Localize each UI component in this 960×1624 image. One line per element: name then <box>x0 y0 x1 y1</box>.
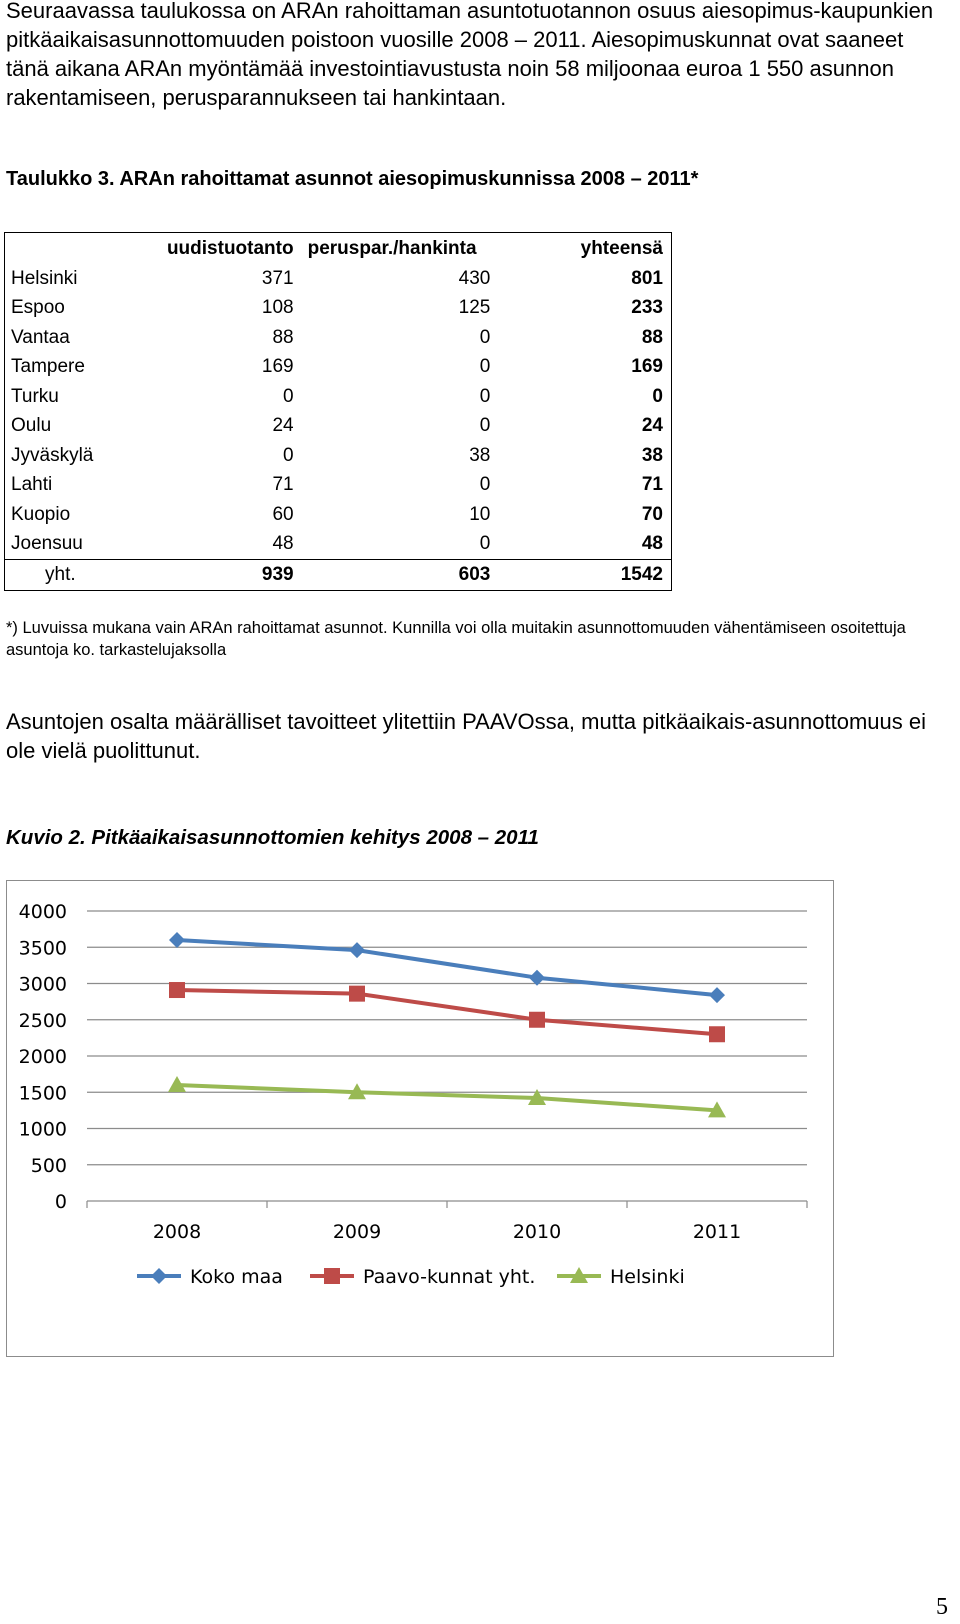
cell-new-production: 0 <box>283 385 294 407</box>
cell-renovation: 0 <box>479 326 491 348</box>
table-body <box>5 264 672 590</box>
cell-city: Espoo <box>11 297 65 319</box>
table-row <box>5 264 672 294</box>
table-header-row <box>5 233 672 265</box>
cell-renovation: 38 <box>469 444 491 466</box>
cell-total: 71 <box>641 474 663 496</box>
cell-renovation: 10 <box>469 503 491 525</box>
y-tick-label: 3000 <box>18 973 67 996</box>
cell-city: Jyväskylä <box>11 444 94 466</box>
series-line-3 <box>177 1085 717 1110</box>
cell-new-production: 24 <box>272 415 294 437</box>
cell-city: Oulu <box>11 415 52 437</box>
cell-renovation: 0 <box>479 474 491 496</box>
cell-total: 1542 <box>490 560 671 591</box>
cell-new-production: 88 <box>272 326 294 348</box>
page-number: 5 <box>936 1594 948 1620</box>
series-line-1 <box>177 940 717 995</box>
cell-new-production: 0 <box>283 444 294 466</box>
y-tick-label: 4000 <box>18 901 67 923</box>
cell-total: 801 <box>631 267 663 289</box>
summary-paragraph: Asuntojen osalta määrälliset tavoitteet ylitettiin PAAVOssa, mutta pitkäaikais-asunnottomuus ei ole vielä puolittunut. <box>6 709 926 763</box>
cell-city: Tampere <box>11 356 85 378</box>
y-tick-label: 2000 <box>18 1046 67 1068</box>
cell-renovation: 0 <box>479 385 491 407</box>
cell-total: 24 <box>641 415 663 437</box>
housing-table <box>4 232 672 591</box>
table-row <box>5 382 672 412</box>
header-total: yhteensä <box>580 237 663 259</box>
cell-city: yht. <box>5 560 145 591</box>
legend-label: Koko maa <box>190 1266 283 1288</box>
cell-city: Turku <box>11 385 59 407</box>
header-new-production: uudistuotanto <box>166 237 294 259</box>
table-row <box>5 294 672 324</box>
cell-new-production: 939 <box>145 560 294 591</box>
table-row <box>5 500 672 530</box>
table-footnote: *) Luvuissa mukana vain ARAn rahoittamat asunnot. Kunnilla voi olla muitakin asunnottomuuden vähentämiseen osoitettuja asuntoja ko. tarkastelujaksolla <box>6 619 906 659</box>
chart-caption: Kuvio 2. Pitkäaikaisasunnottomien kehitys 2008 – 2011 <box>6 826 539 849</box>
intro-paragraph: Seuraavassa taulukossa on ARAn rahoittaman asuntotuotannon osuus aiesopimus-kaupunkien pitkäaikaisasunnottomuuden poistoon vuosille 2008 – 2011. Aiesopimuskunnat ovat saaneet tänä aikana ARAn myöntämää investointiavustusta noin 58 miljoonaa euroa 1 550 asunnon rakentamiseen, perusparannukseen tai hankintaan. <box>6 0 934 110</box>
y-tick-label: 3500 <box>18 937 67 960</box>
cell-new-production: 48 <box>272 533 294 555</box>
table-caption: Taulukko 3. ARAn rahoittamat asunnot aiesopimuskunnissa 2008 – 2011* <box>6 168 699 190</box>
data-point <box>709 987 725 1003</box>
cell-renovation: 430 <box>458 267 491 289</box>
header-renovation: peruspar./hankinta <box>307 237 477 259</box>
cell-total: 0 <box>652 385 663 407</box>
cell-total: 169 <box>631 356 663 378</box>
cell-new-production: 60 <box>272 503 294 525</box>
y-tick-label: 0 <box>54 1191 67 1213</box>
cell-new-production: 169 <box>261 356 294 378</box>
legend-label: Paavo-kunnat yht. <box>363 1266 536 1288</box>
y-tick-label: 500 <box>30 1154 67 1177</box>
table-row <box>5 412 672 442</box>
table-row <box>5 471 672 501</box>
cell-city: Lahti <box>11 474 53 496</box>
cell-total: 88 <box>641 326 663 348</box>
y-tick-label: 2500 <box>18 1009 67 1032</box>
y-tick-label: 1000 <box>18 1118 67 1141</box>
chart-svg <box>7 881 835 1358</box>
legend-marker <box>151 1268 167 1284</box>
cell-new-production: 371 <box>261 267 294 289</box>
table-total-row <box>5 560 672 591</box>
series-line-2 <box>177 990 717 1034</box>
data-point <box>709 1026 725 1042</box>
x-tick-label: 2011 <box>692 1221 742 1243</box>
data-point <box>529 1012 545 1028</box>
cell-total: 70 <box>641 503 663 525</box>
table-row <box>5 353 672 383</box>
cell-renovation: 0 <box>479 533 491 555</box>
legend-marker <box>324 1268 340 1284</box>
cell-city: Helsinki <box>11 267 78 289</box>
table-row <box>5 323 672 353</box>
legend-label: Helsinki <box>610 1266 685 1288</box>
cell-total: 48 <box>641 533 663 555</box>
cell-total: 233 <box>631 297 663 319</box>
data-point <box>349 942 365 958</box>
table-row <box>5 530 672 560</box>
cell-new-production: 71 <box>272 474 294 496</box>
cell-renovation: 0 <box>479 356 491 378</box>
cell-city: Kuopio <box>11 503 71 525</box>
header-city <box>5 233 145 265</box>
x-tick-label: 2008 <box>152 1221 202 1243</box>
cell-city: Vantaa <box>11 326 70 348</box>
y-tick-label: 1500 <box>18 1082 67 1105</box>
data-point <box>169 982 185 998</box>
x-tick-label: 2009 <box>332 1221 382 1243</box>
data-point <box>349 986 365 1002</box>
table-row <box>5 441 672 471</box>
cell-renovation: 603 <box>294 560 491 591</box>
cell-new-production: 108 <box>261 297 294 319</box>
cell-renovation: 0 <box>479 415 491 437</box>
data-point <box>169 932 185 948</box>
line-chart <box>6 880 834 1357</box>
cell-city: Joensuu <box>11 533 83 555</box>
cell-total: 38 <box>641 444 663 466</box>
x-tick-label: 2010 <box>512 1221 562 1243</box>
cell-renovation: 125 <box>458 297 491 319</box>
